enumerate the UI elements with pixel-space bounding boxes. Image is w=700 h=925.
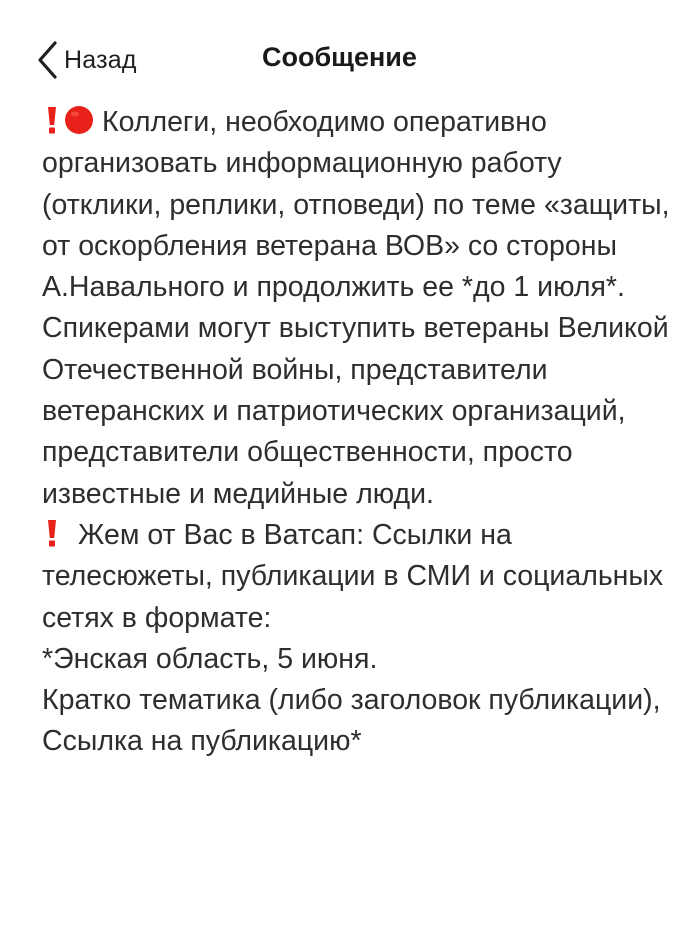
message-paragraph-1-text: Коллеги, необходимо оперативно организовать информационную работу (отклики, реплики, отповеди) по теме «защиты, от оскорбления ветерана ВОВ» со стороны А.Навального и продолжить ее *до 1 июля*. Спикерами могут выступить ветераны Великой Отечественной войны, представители ветеранских и патриотических организаций, представители общественности, просто известные и медийные люди. xyxy=(42,106,670,510)
chevron-left-icon xyxy=(36,40,58,80)
red-circle-icon xyxy=(64,105,94,135)
message-format-line-1: *Энская область, 5 июня. xyxy=(42,642,378,675)
message-paragraph-2-text: Жем от Вас в Ватсап: Ссылки на телесюжеты, публикации в СМИ и социальных сетях в формате: xyxy=(42,518,664,634)
message-format-line-2: Кратко тематика (либо заголовок публикации), Ссылка на публикацию* xyxy=(42,684,661,758)
back-button-label: Назад xyxy=(64,45,137,74)
message-paragraph-2 xyxy=(42,515,682,639)
message-body xyxy=(42,102,682,763)
page-title: Сообщение xyxy=(262,42,417,72)
navigation-bar xyxy=(0,0,700,110)
exclamation-icon xyxy=(46,106,58,134)
exclamation-icon xyxy=(46,519,58,547)
back-button[interactable] xyxy=(36,38,137,82)
message-paragraph-1 xyxy=(42,102,682,515)
